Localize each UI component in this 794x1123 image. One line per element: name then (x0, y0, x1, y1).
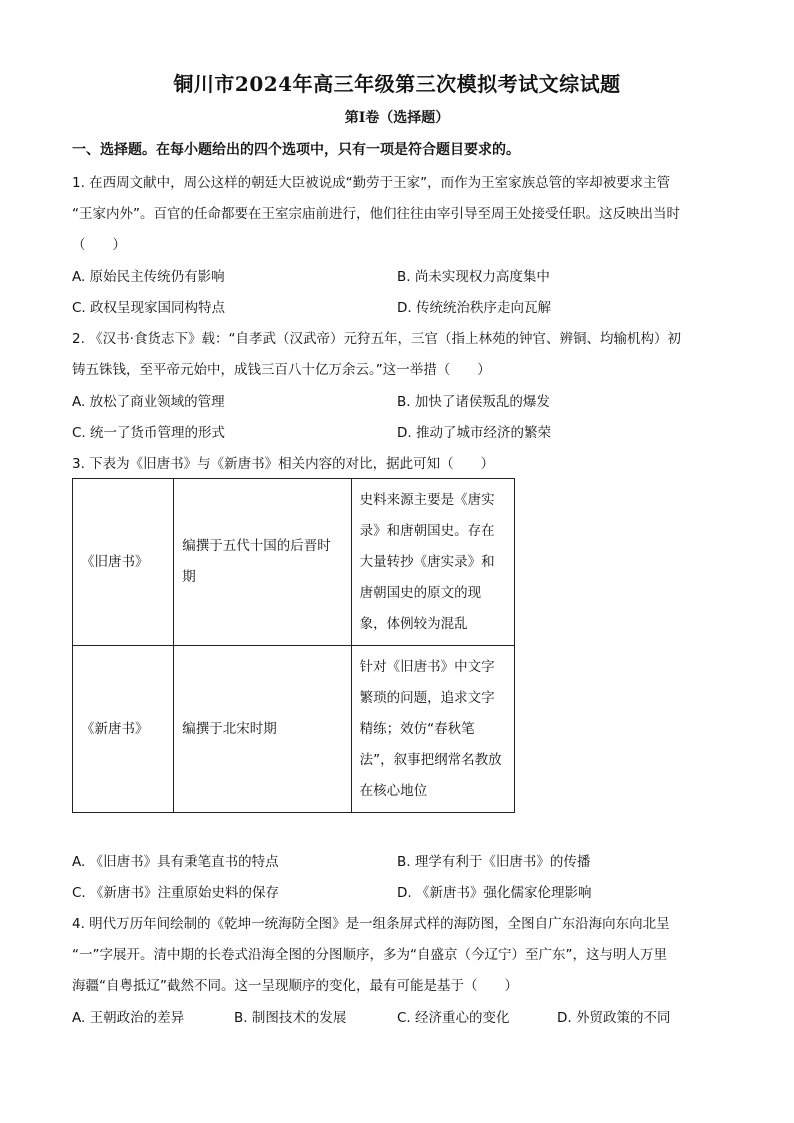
period-cell (174, 646, 351, 813)
note-text: 象，体例较为混乱 (359, 615, 468, 632)
period-cell (174, 479, 351, 646)
comparison-table (72, 478, 515, 813)
q4-option-b[interactable]: B. 制图技术的发展 (234, 1010, 347, 1026)
note-text: 史料来源主要是《唐实 (359, 491, 495, 508)
q3-option-d[interactable]: D. 《新唐书》强化儒家伦理影响 (397, 885, 592, 901)
q3-option-b[interactable]: B. 理学有利于《旧唐书》的传播 (397, 854, 591, 870)
note-text: 精练；效仿“春秋笔 (359, 720, 475, 737)
table-row (73, 646, 515, 813)
book-name: 《新唐书》 (81, 720, 149, 737)
q2-option-a[interactable]: A. 放松了商业领域的管理 (72, 394, 225, 410)
note-cell (351, 646, 514, 813)
note-text: 大量转抄《唐实录》和 (359, 553, 495, 570)
q2-stem-line: 2. 《汉书·食货志下》载：“自孝武（汉武帝）元狩五年，三官（指上林苑的钟官、辨铜、均输机构）初 (72, 331, 681, 347)
q2-option-b[interactable]: B. 加快了诸侯叛乱的爆发 (397, 394, 550, 410)
period-text: 编撰于北宋时期 (182, 720, 277, 737)
book-cell (73, 646, 174, 813)
q1-stem-line: （ ） (72, 237, 126, 253)
q2-stem-line: 铸五铢钱，至平帝元始中，成钱三百八十亿万余云。”这一举措（ ） (72, 362, 491, 378)
q3-option-c[interactable]: C. 《新唐书》注重原始史料的保存 (72, 885, 280, 901)
book-cell (73, 479, 174, 646)
period-text: 编撰于五代十国的后晋时 (182, 538, 331, 554)
q3-option-a[interactable]: A. 《旧唐书》具有秉笔直书的特点 (72, 854, 279, 870)
q1-option-d[interactable]: D. 传统统治秩序走向瓦解 (397, 300, 551, 316)
q2-option-c[interactable]: C. 统一了货币管理的形式 (72, 425, 226, 441)
period-text: 期 (182, 569, 196, 585)
q1-stem-line: 1. 在西周文献中，周公这样的朝廷大臣被说成“勤劳于王家”，而作为王室家族总管的宰却被要求主管 (72, 175, 671, 191)
table-row (73, 479, 515, 646)
q4-stem-line: 海疆“自粤抵辽”截然不同。这一呈现顺序的变化，最有可能是基于（ ） (72, 978, 518, 994)
note-text: 录》和唐朝国史。存在 (359, 522, 495, 539)
section-heading: 一、选择题。在每小题给出的四个选项中，只有一项是符合题目要求的。 (72, 142, 520, 158)
q4-stem-line: “一”字展开。清中期的长卷式沿海全图的分图顺序，多为“自盛京（今辽宁）至广东”，这与明人万里 (72, 947, 667, 963)
note-text: 在核心地位 (359, 782, 428, 799)
q4-option-a[interactable]: A. 王朝政治的差异 (72, 1010, 185, 1026)
q4-option-d[interactable]: D. 外贸政策的不同 (557, 1010, 671, 1026)
note-text: 针对《旧唐书》中文字 (359, 658, 495, 675)
q1-stem-line: “王家内外”。百官的任命都要在王室宗庙前进行，他们往往由宰引导至周王处接受任职。这反映出当时 (72, 206, 680, 222)
book-name: 《旧唐书》 (81, 553, 149, 570)
q2-option-d[interactable]: D. 推动了城市经济的繁荣 (397, 425, 551, 441)
q1-option-a[interactable]: A. 原始民主传统仍有影响 (72, 269, 225, 285)
q4-option-c[interactable]: C. 经济重心的变化 (397, 1010, 510, 1026)
q1-option-b[interactable]: B. 尚未实现权力高度集中 (397, 269, 550, 285)
q4-stem-line: 4. 明代万历年间绘制的《乾坤一统海防全图》是一组条屏式样的海防图，全图自广东沿海向东向北呈 (72, 916, 670, 932)
q3-stem: 3. 下表为《旧唐书》与《新唐书》相关内容的对比，据此可知（ ） (72, 456, 495, 472)
note-cell (351, 479, 514, 646)
note-text: 唐朝国史的原文的现 (359, 584, 482, 601)
paper-part-heading: 第Ⅰ卷（选择题） (344, 110, 450, 126)
note-text: 繁琐的问题，追求文字 (359, 689, 495, 706)
exam-title: 铜川市2024年高三年级第三次模拟考试文综试题 (173, 72, 621, 96)
q1-option-c[interactable]: C. 政权呈现家国同构特点 (72, 300, 226, 316)
note-text: 法”，叙事把纲常名教放 (359, 751, 502, 768)
